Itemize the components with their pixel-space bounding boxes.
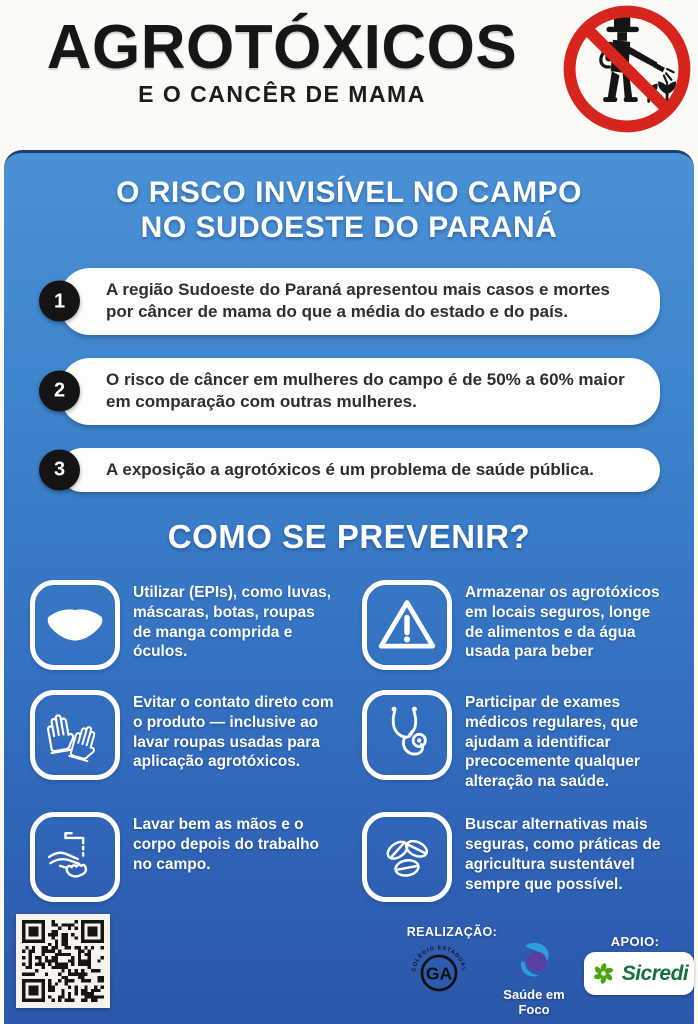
ga-logo-text: GA [425,963,453,984]
prevention-item [30,690,336,792]
warning-triangle-icon [362,580,452,670]
prevention-grid [28,580,670,902]
hand-washing-icon [30,812,120,902]
prevention-item [30,812,336,902]
no-pesticide-spraying-icon [562,4,692,134]
fact-card [53,358,660,425]
ga-school-logo [408,942,470,1004]
prevention-item [362,690,668,792]
seeds-icon [362,812,452,902]
saude-em-foco-icon [512,937,556,981]
fact-text: O risco de câncer em mulheres do campo é de 50% a 60% maior em comparação com outras mulheres. [106,369,625,412]
prevention-item-text: Participar de exames médicos regulares, que ajudam a identificar precocemente qualquer alteração na saúde. [465,693,640,791]
header [0,0,698,150]
sicredi-wordmark: Sicredi [621,961,689,985]
sicredi-pinwheel-icon [590,960,617,987]
prevention-item-text: Armazenar os agrotóxicos em locais seguros, longe de alimentos e da água usada para beber [465,583,660,661]
fact-text: A exposição a agrotóxicos é um problema de saúde pública. [106,459,594,479]
prevention-section-title: COMO SE PREVENIR? [167,517,531,555]
sicredi-logo [584,952,694,995]
realizacao-label: REALIZAÇÃO: [406,925,498,939]
prevention-item [30,580,336,670]
protective-gloves-icon [30,690,120,780]
main-panel [4,150,694,1024]
fact-number-badge: 1 [39,281,80,322]
prevention-item-text: Lavar bem as mãos e o corpo depois do trabalho no campo. [133,816,320,873]
saude-em-foco-logo [487,937,581,1017]
footer [0,906,698,1024]
facts-list [53,268,660,492]
page-title: AGROTÓXICOS [46,13,518,82]
prevention-item-text: Buscar alternativas mais seguras, como práticas de agricultura sustentável sempre que possível. [465,816,661,893]
fact-card [53,268,660,335]
saude-em-foco-label: Saúde em Foco [503,987,565,1017]
header-title-block [0,13,564,108]
risk-title-line2: NO SUDOESTE DO PARANÁ [140,211,558,245]
face-mask-icon [30,580,120,670]
prevention-item-text: Evitar o contato direto com o produto — inclusive ao lavar roupas usadas para aplicação agrotóxicos. [133,693,334,771]
apoio-label: APOIO: [610,934,660,949]
prevention-item-text: Utilizar (EPIs), como luvas, máscaras, botas, roupas de manga comprida e óculos. [133,583,332,661]
prevention-item [362,580,668,670]
prevention-item [362,812,668,902]
page-subtitle: E O CANCÊR DE MAMA [138,81,426,108]
qr-code-icon [16,914,110,1008]
stethoscope-icon [362,690,452,780]
fact-number-badge: 3 [39,449,80,490]
fact-card [53,448,660,492]
fact-number-badge: 2 [39,371,80,412]
risk-section-title [28,175,670,246]
fact-text: A região Sudoeste do Paraná apresentou mais casos e mortes por câncer de mama do que a média do estado e do país. [106,279,610,322]
ga-logo-arc-text: COLÉGIO ESTADUAL [411,945,467,973]
risk-title-line1: O RISCO INVISÍVEL NO CAMPO [116,176,582,209]
